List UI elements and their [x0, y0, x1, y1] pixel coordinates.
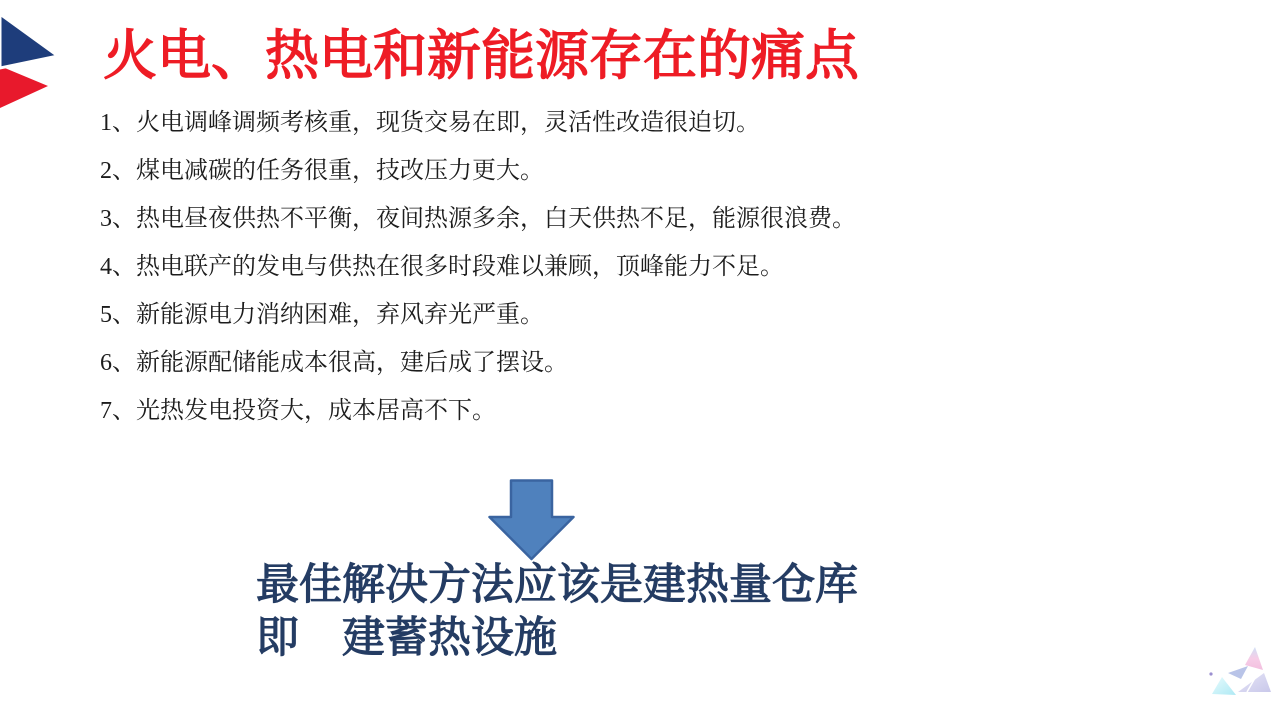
- periwinkle-triangle-icon: [1228, 666, 1248, 679]
- list-item: 5、新能源电力消纳困难，弃风弃光严重。: [100, 302, 544, 328]
- confetti-dot: [1209, 672, 1212, 675]
- corner-chevron-icon: [0, 0, 70, 120]
- list-item: 2、煤电减碳的任务很重，技改压力更大。: [100, 158, 544, 184]
- list-item: 3、热电昼夜供热不平衡，夜间热源多余，白天供热不足，能源很浪费。: [100, 206, 856, 232]
- conclusion-line-1: 最佳解决方法应该是建热量仓库: [256, 561, 858, 609]
- confetti-triangles-icon: [1185, 628, 1280, 703]
- lavender-triangle-icon: [1238, 673, 1271, 692]
- conclusion-line-2: 即 建蓄热设施: [256, 614, 557, 662]
- blue-triangle-icon: [0, 14, 58, 68]
- list-item: 6、新能源配储能成本很高，建后成了摆设。: [100, 350, 568, 376]
- cyan-triangle-icon: [1212, 677, 1236, 695]
- pain-points-list: [100, 99, 1160, 435]
- list-item: 1、火电调峰调频考核重，现货交易在即，灵活性改造很迫切。: [100, 110, 760, 136]
- list-item: 4、热电联产的发电与供热在很多时段难以兼顾，顶峰能力不足。: [100, 254, 784, 280]
- list-item: 7、光热发电投资大，成本居高不下。: [100, 398, 496, 424]
- red-triangle-icon: [0, 66, 48, 108]
- page-title: 火电、热电和新能源存在的痛点: [103, 26, 859, 86]
- down-arrow-icon: [488, 479, 575, 561]
- conclusion-text: [256, 559, 858, 665]
